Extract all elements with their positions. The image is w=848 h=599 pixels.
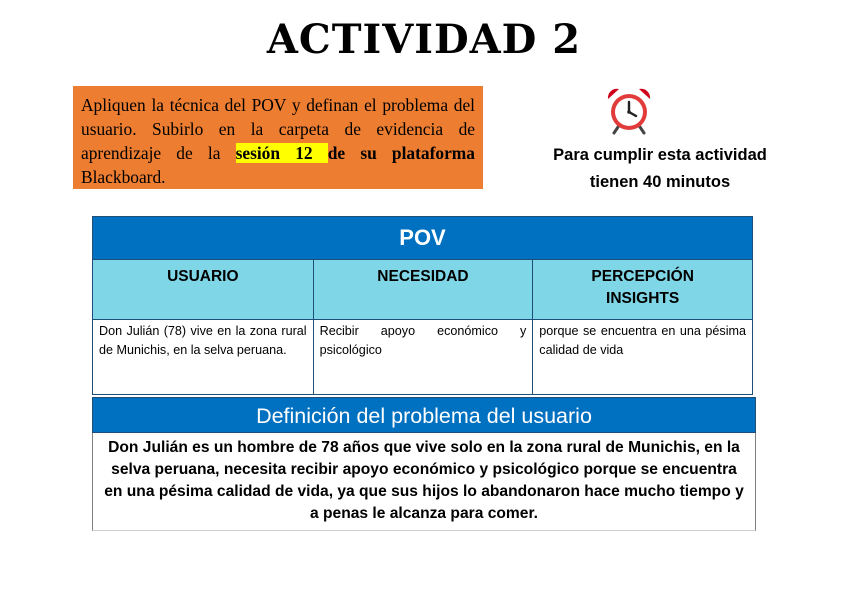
cell-necesidad: Recibir apoyo económico y psicológico [313,320,533,395]
platform-bold-text: de su plataforma [327,143,475,163]
header-usuario: USUARIO [93,260,314,320]
session-highlight: sesión 12 [235,143,328,163]
activity-title: ACTIVIDAD 2 [266,16,582,63]
time-note [520,142,800,196]
problem-definition [92,397,756,531]
cell-usuario: Don Julián (78) vive en la zona rural de Munichis, en la selva peruana. [93,320,314,395]
time-note-line1: Para cumplir esta actividad [553,146,767,164]
problem-definition-text: Don Julián es un hombre de 78 años que vive solo en la zona rural de Munichis, en la selva peruana, necesita recibir apoyo económico y psicológico porque se encuentra en una pésima calidad de vida, ya que sus hijos lo abandonaron hace mucho tiempo y a penas le alcanza para comer. [92,433,756,531]
problem-definition-title: Definición del problema del usuario [92,397,756,433]
instructions-box [73,86,483,189]
header-percepcion-line1: PERCEPCIÓN [591,268,694,285]
pov-table [92,216,753,395]
header-necesidad: NECESIDAD [313,260,533,320]
pov-title: POV [93,217,753,260]
instructions-text: Apliquen la técnica del POV y definan el problema del usuario. Subirlo en la carpeta de evidencia de aprendizaje de la [81,95,475,163]
instructions-text-end: Blackboard. [81,167,166,187]
header-percepcion [533,260,753,320]
time-note-line2: tienen 40 minutos [589,173,731,191]
alarm-clock-icon [604,85,654,135]
header-percepcion-line2: INSIGHTS [606,290,680,307]
cell-percepcion: porque se encuentra en una pésima calidad de vida [533,320,753,395]
